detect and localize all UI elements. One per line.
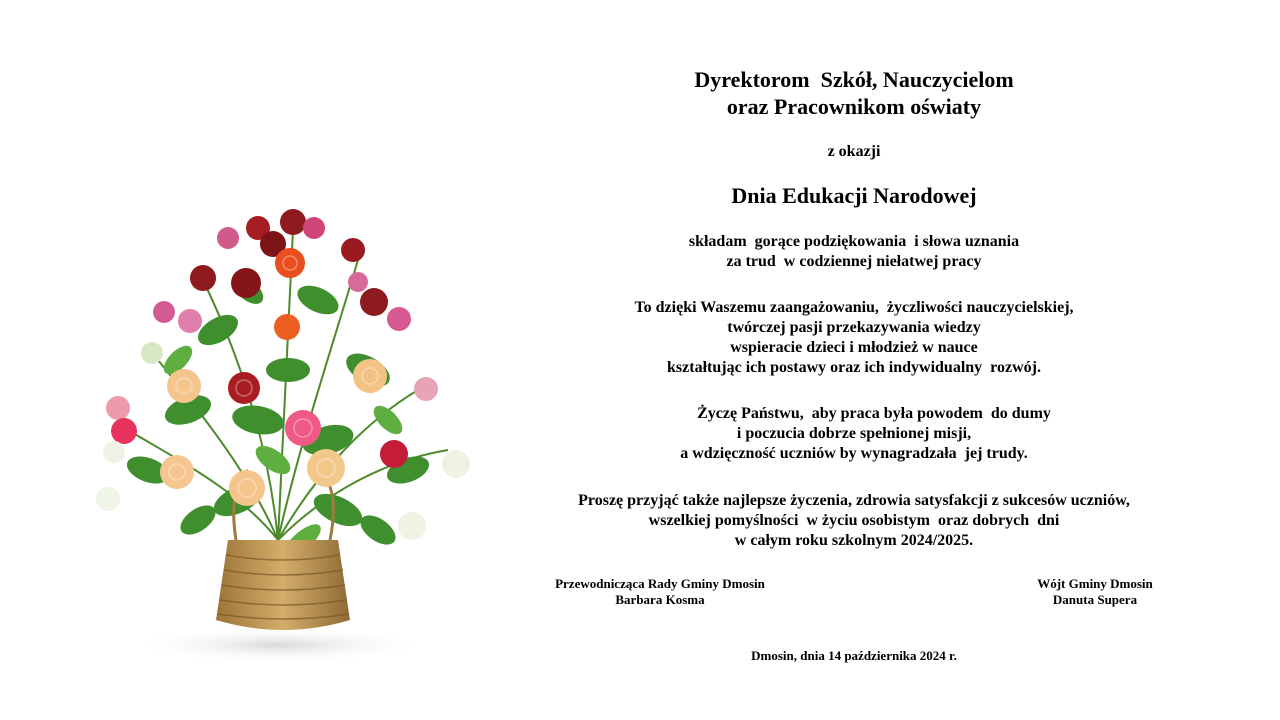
paragraph-line: kształtując ich postawy oraz ich indywidualny rozwój. (667, 359, 1041, 376)
paragraph-line: To dzięki Waszemu zaangażowaniu, życzliwości nauczycielskiej, (634, 299, 1074, 316)
occasion-text: z okazji (827, 143, 881, 160)
paragraph-line: składam gorące podziękowania i słowa uznania (688, 233, 1020, 250)
rose-bouquet-image (88, 190, 488, 670)
heading-line-1: Dyrektorom Szkół, Nauczycielom (694, 67, 1014, 92)
signature-right (980, 576, 1210, 608)
paragraph-line: a wdzięczność uczniów by wynagradzała jej trudy. (680, 445, 1028, 462)
heading-line-2: oraz Pracownikom oświaty (726, 94, 982, 119)
signature-name: Barbara Kosma (615, 592, 705, 607)
signature-name: Danuta Supera (1052, 592, 1138, 607)
paragraph-line: i poczucia dobrze spełnionej misji, (736, 425, 972, 442)
place-and-date: Dmosin, dnia 14 października 2024 r. (751, 648, 957, 663)
paragraph-line: w całym roku szkolnym 2024/2025. (734, 532, 974, 549)
paragraph-line: twórczej pasji przekazywania wiedzy (727, 319, 981, 336)
engagement-paragraph (500, 298, 1208, 378)
paragraph-line: wszelkiej pomyślności w życiu osobistym oraz dobrych dni (648, 512, 1060, 529)
paragraph-line: Życzę Państwu, aby praca była powodem do dumy (697, 405, 1051, 422)
paragraph-line: Proszę przyjąć także najlepsze życzenia, zdrowia satysfakcji z sukcesów uczniów, (578, 492, 1130, 509)
thanks-paragraph (500, 232, 1208, 272)
event-title: Dnia Edukacji Narodowej (731, 183, 977, 208)
signature-title: Wójt Gminy Dmosin (1037, 576, 1153, 591)
wishes-paragraph (500, 404, 1208, 464)
closing-paragraph (500, 491, 1208, 551)
paragraph-line: wspieracie dzieci i młodzież w nauce (730, 339, 978, 356)
signature-left (520, 576, 800, 608)
signature-title: Przewodnicząca Rady Gminy Dmosin (555, 576, 765, 591)
recipients-heading (500, 66, 1208, 120)
paragraph-line: za trud w codziennej niełatwej pracy (726, 253, 982, 270)
